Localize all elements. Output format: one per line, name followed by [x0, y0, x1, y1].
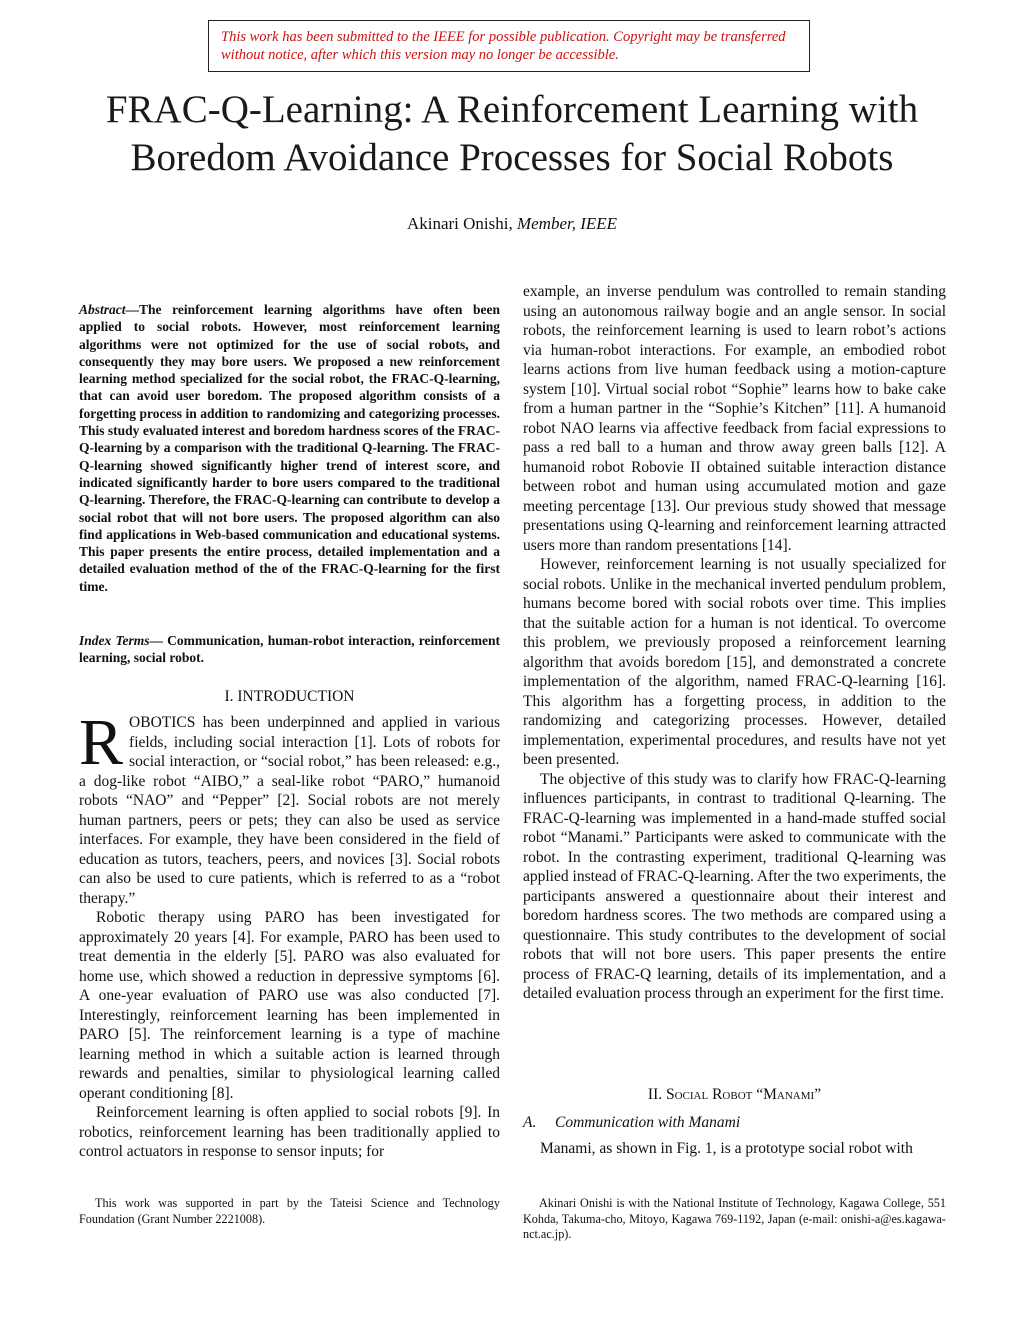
- index-terms: [79, 632, 500, 667]
- subsection-title: Communication with Manami: [555, 1114, 741, 1131]
- copyright-notice: This work has been submitted to the IEEE for possible publication. Copyright may be transferred without notice, after which this version may no longer be accessible.: [208, 20, 810, 72]
- author-line: [0, 214, 1024, 234]
- intro-paragraph-2: Robotic therapy using PARO has been investigated for approximately 20 years [4]. For example, PARO has been used to treat dementia in the elderly [5]. PARO was also evaluated for home use, which showed a reduction in depressive symptoms [6]. A one-year evaluation of PARO use was also conducted [7]. Interestingly, reinforcement learning has been implemented in PARO [5]. The reinforcement learning is a type of machine learning method in which a suitable action is learned through rewards and penalties, similar to physiological learning called operant conditioning [8].: [79, 909, 500, 1102]
- right-column-body: [523, 282, 946, 1004]
- section-heading-introduction: I. INTRODUCTION: [224, 688, 355, 705]
- title-line-1: FRAC-Q-Learning: A Reinforcement Learning with: [105, 88, 919, 131]
- subsection-letter: A.: [523, 1114, 537, 1131]
- section2-paragraph-1: Manami, as shown in Fig. 1, is a prototype social robot with: [540, 1140, 913, 1157]
- right-paragraph-2: However, reinforcement learning is not usually specialized for social robots. Unlike in the mechanical inverted pendulum problem, humans become bored with social robots over time. This implies that the suitable action for a human is not identical. To overcome this problem, we previously proposed a reinforcement learning algorithm that avoids boredom [15], and demonstrated a concrete implementation of the algorithm, named FRAC-Q-learning [16]. This algorithm has a forgetting process, in addition to the randomizing and categorizing processes. However, detailed implementation, experimental procedures, and results have not yet been presented.: [523, 556, 946, 768]
- intro-paragraph-3: Reinforcement learning is often applied to social robots [9]. In robotics, reinforcement learning has been traditionally applied to control actuators in response to sensor inputs; for: [79, 1104, 500, 1160]
- abstract-text: —The reinforcement learning algorithms have often been applied to social robots. However, most reinforcement learning algorithms were not optimized for the use of social robots, and consequently they may bore users. We proposed a new reinforcement learning method specialized for the social robot, the FRAC-Q-learning, that can avoid user boredom. The proposed algorithm consists of a forgetting process in addition to randomizing and categorizing processes. This study evaluated interest and boredom hardness scores of the FRAC-Q-learning by a comparison with the traditional Q-learning. The FRAC-Q-learning showed significantly higher trend of interest score, and indicated significantly harder to bore users compared to the traditional Q-learning. Therefore, the FRAC-Q-learning can contribute to develop a social robot that will not bore users. The proposed algorithm can also find applications in Web-based communication and educational systems. This paper presents the entire process, detailed implementation and a detailed evaluation method of the of the FRAC-Q-learning for the first time.: [79, 302, 500, 594]
- abstract: [79, 301, 500, 595]
- intro-paragraph-1: ROBOTICS has been underpinned and applied in various fields, including social interaction [1]. Lots of robots for social interaction, or “social robot,” has been released: e.g., a dog-like robot “AIBO,” a seal-like robot “PARO,” humanoid robots “NAO” and “Pepper” [2]. Social robots are not merely human partners, peers or pets; they can also be used as service interfaces. For example, they have been considered in the field of education as tutors, teachers, peers, and novices [3]. Social robots can also be used to cure patients, which is referred to as a “robot therapy.”: [79, 706, 500, 907]
- author-role: Member, IEEE: [516, 214, 618, 233]
- introduction-body: [79, 706, 500, 1162]
- right-paragraph-1: example, an inverse pendulum was controlled to remain standing using an autonomous railway bogie and an angle sensor. In social robots, the reinforcement learning is used to learn robot’s actions via human-robot interactions. For example, an embodied robot learns actions from live human feedback using a motion-capture system [10]. Virtual social robot “Sophie” learns how to bake cake from a human partner in the “Sophie’s Kitchen” [11]. A humanoid robot NAO learns via affective feedback from facial expressions to pass a red ball to a human and throw away green balls [12]. A humanoid robot Robovie II obtained suitable interaction distance between robot and human using accumulated motion and gaze meeting percentage [13]. Our previous study showed that message presentations using Q-learning and reinforcement learning attracted users more than random presentations [14].: [523, 283, 946, 554]
- title-line-2: Boredom Avoidance Processes for Social Robots: [130, 136, 894, 179]
- index-terms-text: — Communication, human-robot interaction, reinforcement learning, social robot.: [79, 633, 500, 666]
- subsection-heading-communication: [523, 1114, 740, 1132]
- drop-cap: R: [79, 706, 124, 779]
- paper-title: [0, 86, 1024, 182]
- footnote-funding: This work was supported in part by the Tateisi Science and Technology Foundation (Grant Number 2221008).: [79, 1196, 500, 1226]
- right-paragraph-3: The objective of this study was to clarify how FRAC-Q-learning influences participants, in contrast to traditional Q-learning. The FRAC-Q-learning was implemented in a hand-made stuffed social robot “Manami.” Participants were asked to communicate with the robot. In the contrasting experiment, traditional Q-learning was applied instead of FRAC-Q-learning. After the two experiments, the participants answered a questionnaire about their interest and boredom hardness scores. The two methods are compared using a questionnaire. This study contributes to the development of social robots that will not bore users. This paper presents the entire process of FRAC-Q learning, details of its implementation, and a detailed evaluation process through an experiment for the first time.: [523, 770, 946, 1002]
- footnote-affiliation: Akinari Onishi is with the National Institute of Technology, Kagawa College, 551 Kohda, Takuma-cho, Mitoyo, Kagawa 769-1192, Japan (e-mail: onishi-a@es.kagawa-nct.ac.jp).: [523, 1196, 946, 1241]
- index-terms-label: Index Terms: [79, 633, 150, 648]
- section2-body: [523, 1139, 946, 1159]
- abstract-label: Abstract: [79, 302, 126, 317]
- section-heading-social-robot: II. Social Robot “Manami”: [647, 1086, 822, 1103]
- author-name: Akinari Onishi,: [406, 214, 513, 233]
